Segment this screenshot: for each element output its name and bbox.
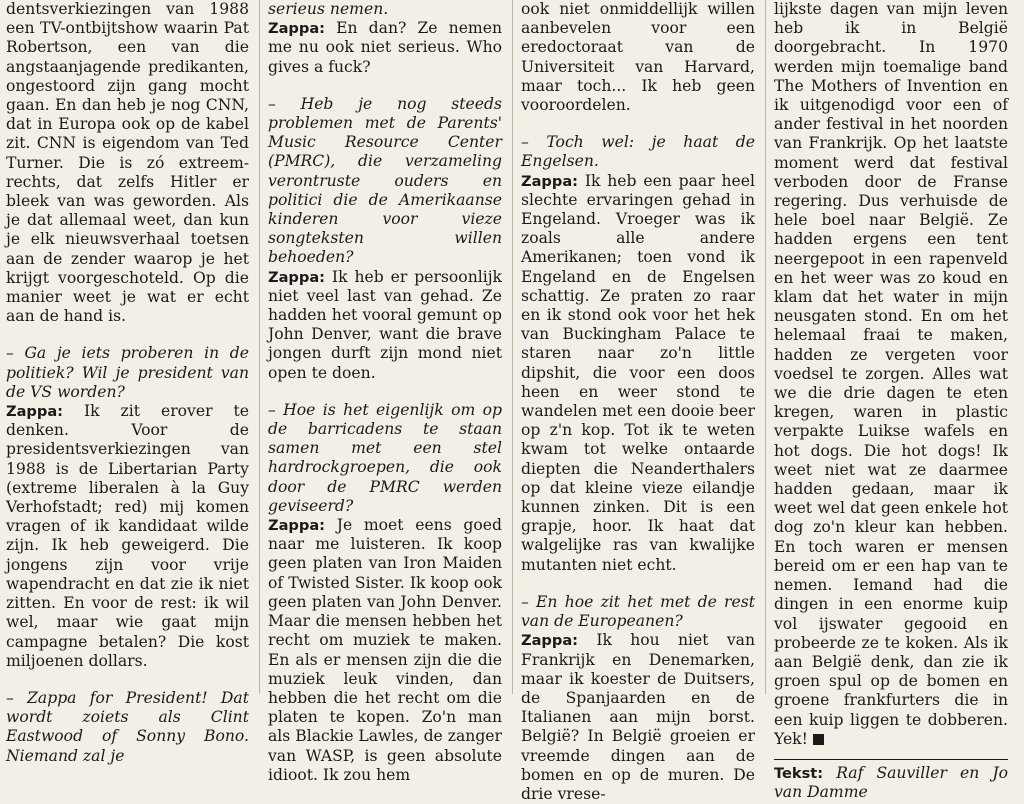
question-paragraph: serieus nemen.	[268, 0, 389, 18]
answer-text: Je moet eens goed naar me luisteren. Ik koop geen platen van Iron Maiden of Twisted Sister. Ik koop ook geen platen van John Denver. Maar die mensen hebben het recht om muziek te maken. En als er mensen zijn die die muziek leuk vinden, dan hebben die het recht om die platen te kopen. Zo'n man als Blackie Lawles, de zanger van WASP, is geen absolute idioot. Ik zou hem	[268, 516, 502, 784]
answer-paragraph	[268, 268, 502, 383]
answer-paragraph	[521, 172, 755, 575]
speaker-label: Zappa:	[268, 517, 326, 535]
answer-text: Ik heb er persoonlijk niet veel last van gehad. Ze hadden het vooral gemunt op John Denver, want die brave jongen durft zijn mond niet open te doen.	[268, 267, 502, 382]
answer-paragraph: ook niet onmiddellijk willen aanbevelen voor een eredoctoraat van de Universiteit van Harvard, maar toch... Ik heb geen vooroordelen.	[521, 0, 755, 115]
answer-paragraph	[268, 19, 502, 77]
answer-text: Ik heb een paar heel slechte ervaringen gehad in Engeland. Vroeger was ik zoals alle andere Amerikanen; toen vond ik Engeland en de Engelsen schattig. Ze praten zo raar en ik stond ook voor het hek van Buckingham Palace te staren naar zo'n little dipshit, die voor een doos heen en weer stond te wandelen met een dooie beer op z'n kop. Tot ik te weten kwam tot welke ontaarde diepten die Neanderthalers op dat kleine vieze eilandje kunnen zinken. Dit is een grapje, hoor. Ik haat dat walgelijke ras van kwalijke mutanten niet echt.	[521, 171, 755, 574]
answer-text: Ik zit erover te denken. Voor de presidentsverkiezingen van 1988 is de Libertarian Party (extreme liberalen à la Guy Verhofstadt; red) mij komen vragen of ik kandidaat wilde zijn. Ik heb geweigerd. Die jongens zijn voor vrije wapendracht en dat zie ik niet zitten. En voor de rest: ik wil wel, maar wie gaat mijn campagne betalen? Die kost miljoenen dollars.	[6, 402, 249, 670]
speaker-label: Zappa:	[521, 172, 579, 190]
question-paragraph: – Ga je iets proberen in de politiek? Wil je president van de VS worden?	[6, 344, 249, 401]
question-paragraph: – Heb je nog steeds problemen met de Parents' Music Resource Center (PMRC), die verzameling verontruste ouders en politici die de Amerikaanse kinderen voor vieze songteksten willen behoeden?	[268, 94, 502, 267]
credits	[774, 764, 1008, 802]
question-paragraph: – En hoe zit het met de rest van de Europeanen?	[521, 592, 755, 631]
column-1	[6, 0, 259, 765]
column-3	[512, 0, 765, 803]
credits-label: Tekst:	[774, 764, 824, 782]
question-paragraph: – Zappa for President! Dat wordt zoiets als Clint Eastwood of Sonny Bono. Niemand zal je	[6, 688, 249, 765]
answer-paragraph	[521, 631, 755, 804]
speaker-label: Zappa:	[268, 20, 326, 38]
column-2	[259, 0, 512, 784]
answer-paragraph	[6, 402, 249, 671]
answer-text: Ik hou niet van Frankrijk en Denemarken, maar ik koester de Duitsers, de Spanjaarden en de Italianen aan mijn borst. België? In België groeien er vreemde dingen aan de bomen en op de muren. De drie vrese-	[521, 631, 755, 803]
question-paragraph: – Hoe is het eigenlijk om op de barricadens te staan samen met een stel hardrockgroepen, die ook door de PMRC werden geviseerd?	[268, 400, 502, 515]
end-mark-icon	[813, 734, 824, 745]
speaker-label: Zappa:	[268, 268, 326, 286]
column-4	[765, 0, 1018, 802]
credits-names: Raf Sauviller en Jo van Damme	[774, 763, 1008, 802]
speaker-label: Zappa:	[521, 632, 579, 650]
answer-text: En dan? Ze nemen me nu ook niet serieus. Who gives a fuck?	[268, 19, 502, 76]
question-paragraph: – Toch wel: je haat de Engelsen.	[521, 133, 755, 171]
answer-paragraph: dentsverkiezingen van 1988 een TV-ontbijtshow waarin Pat Robertson, een van die angstaanjagende predikanten, ongestoord zijn gang mocht gaan. En dan heb je nog CNN, dat in Europa ook op de kabel zit. CNN is eigendom van Ted Turner. Die is zó extreem-rechts, dat zelfs Hitler er bleek van was geworden. Als je dat allemaal weet, dan kun je elk nieuwsverhaal toetsen aan de zender waarop je het krijgt voorgeschoteld. Op die manier weet je wat er echt aan de hand is.	[6, 0, 249, 326]
answer-paragraph	[774, 0, 1008, 749]
answer-paragraph	[268, 516, 502, 785]
speaker-label: Zappa:	[6, 403, 64, 421]
credits-divider	[774, 759, 1008, 760]
answer-text: lijkste dagen van mijn leven heb ik in België doorgebracht. In 1970 werden mijn toemalige band The Mothers of Invention en ik uitgenodigd voor een of ander festival in het noorden van Frankrijk. Op het laatste moment werd dat festival verboden door de Franse regering. Dus verhuisde de hele boel naar België. Ze hadden ergens een tent neergepoot in een rapenveld en het weer was zo koud en klam dat het water in mijn neusgaten stond. En om het helemaal fraai te maken, hadden ze vergeten voor voedsel te zorgen. Alles wat we die drie dagen te eten kregen, waren in plastic verpakte Luikse wafels en hot dogs. Die hot dogs! Ik weet niet wat ze daarmee hadden gedaan, maar ik weet wel dat geen enkele hot dog zo'n kleur kan hebben. En toch waren er mensen bereid om er een hap van te nemen. Iemand had die dingen in een enorme kuip vol ijswater gegooid en probeerde ze te koken. Als ik aan België denk, dan zie ik groen spul op de bomen en groene frankfurters die in een kuip liggen te dobberen. Yek!	[774, 0, 1008, 748]
